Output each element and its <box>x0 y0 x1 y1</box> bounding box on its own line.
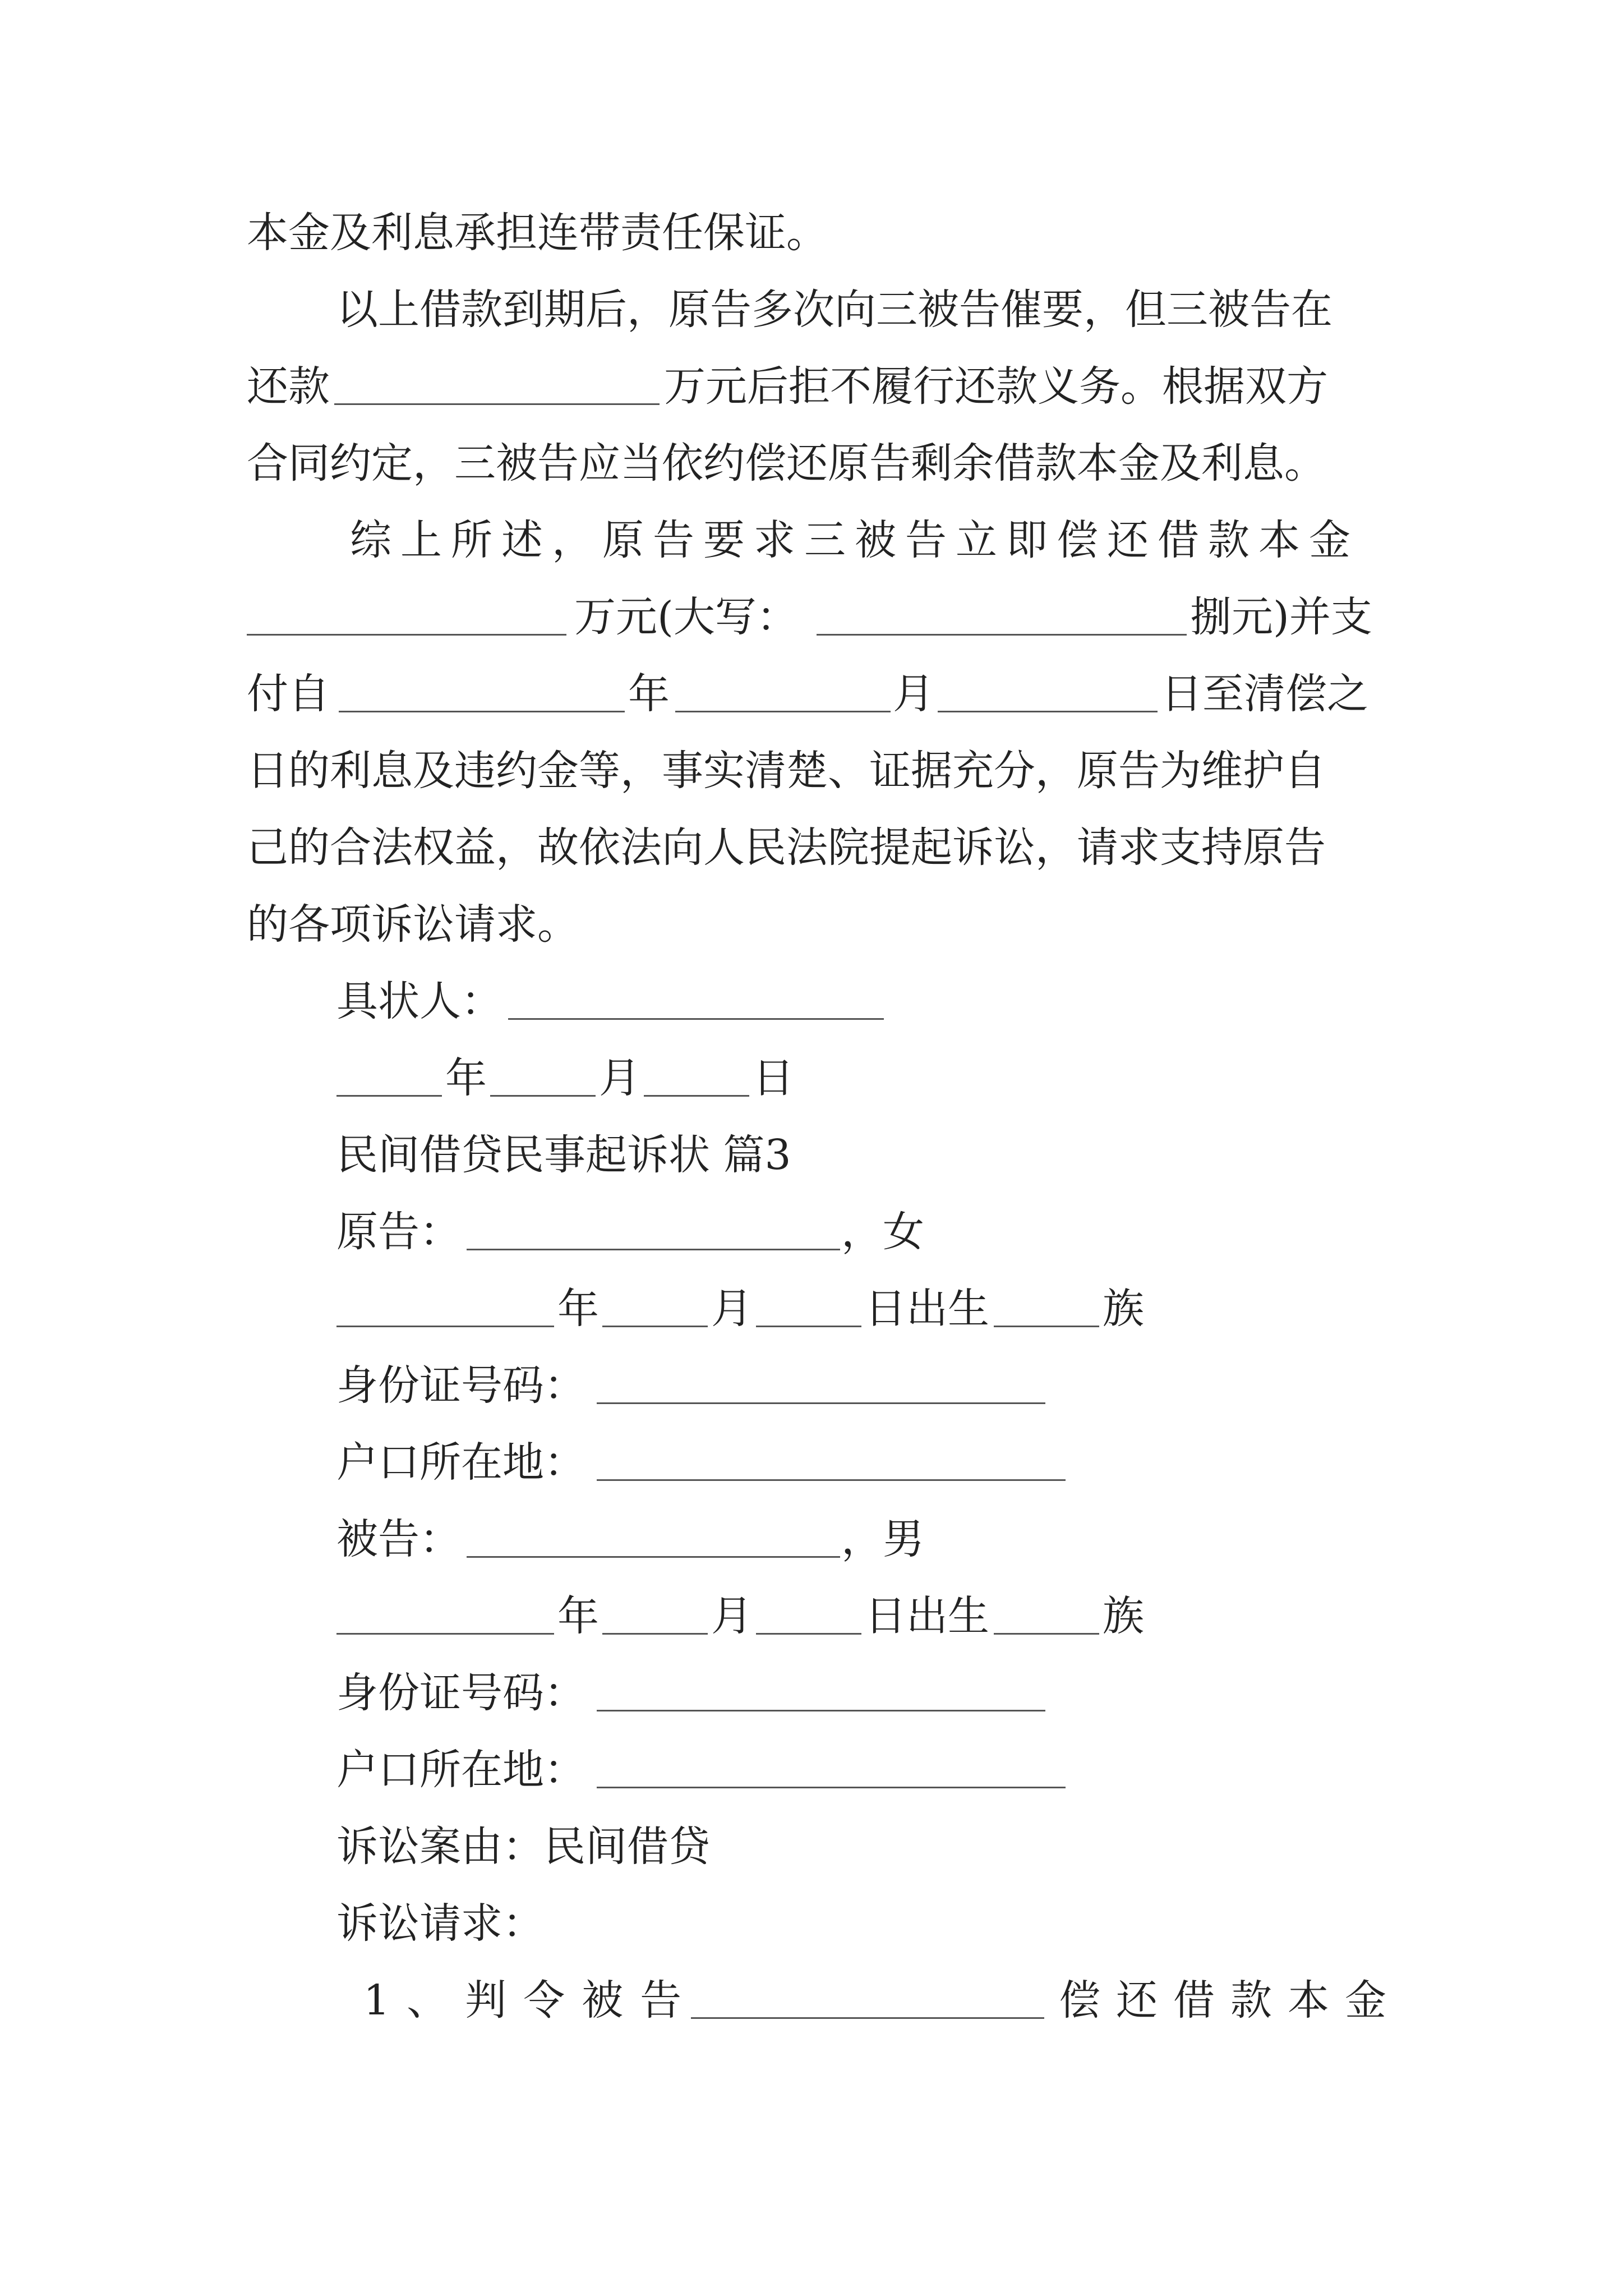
birth-day-blank[interactable] <box>756 1573 861 1635</box>
text-segment: 日出生 <box>865 1285 989 1333</box>
paragraph-text: 的各项诉讼请求。 <box>247 900 579 949</box>
paragraph-text: 合同约定，三被告应当依约偿还原告剩余借款本金及利息。 <box>247 439 1326 487</box>
paragraph-text: 以上借款到期后，原告多次向三被告催要，但三被告在 <box>336 286 1332 334</box>
text-segment: 万元后拒不履行还款义务。根据双方 <box>664 362 1328 411</box>
plaintiff-name-blank[interactable] <box>467 1189 840 1250</box>
text-segment: 万元(大写： <box>574 593 798 641</box>
text-line <box>0 1278 1623 1340</box>
text-line <box>0 1432 1623 1493</box>
text-segment: ，男 <box>841 1515 924 1563</box>
text-segment: 日出生 <box>865 1592 989 1640</box>
household-address-blank[interactable] <box>597 1419 1066 1481</box>
text-segment: 户口所在地： <box>336 1438 585 1487</box>
paragraph-text: 综上所述，原告要求三被告立即偿还借款本金 <box>350 516 1359 564</box>
paragraph-text: 诉讼案由：民间借贷 <box>336 1823 710 1871</box>
text-segment: 族 <box>1103 1285 1144 1333</box>
text-line <box>0 1355 1623 1416</box>
year-blank[interactable] <box>336 1035 442 1097</box>
text-line <box>0 1201 1623 1263</box>
section-heading <box>0 1124 1623 1186</box>
text-line <box>0 1047 1623 1109</box>
text-line <box>0 1739 1623 1801</box>
text-segment: 付自 <box>247 670 330 718</box>
amount-blank[interactable] <box>247 574 566 636</box>
heading-text: 民间借贷民事起诉状 篇3 <box>336 1131 791 1179</box>
text-segment: 日至清偿之 <box>1161 670 1368 718</box>
text-segment: 原告： <box>336 1208 461 1256</box>
text-line <box>0 1970 1623 2031</box>
text-segment: 族 <box>1103 1592 1144 1640</box>
text-segment: 年 <box>445 1054 487 1102</box>
text-segment: 偿还借款本金 <box>1059 1976 1402 2024</box>
text-segment: ，女 <box>841 1208 924 1256</box>
text-line <box>0 356 1623 417</box>
text-line <box>0 586 1623 648</box>
text-segment: 捌元)并支 <box>1190 593 1372 641</box>
birth-year-blank[interactable] <box>336 1573 554 1635</box>
month-blank[interactable] <box>490 1035 596 1097</box>
birth-month-blank[interactable] <box>602 1573 708 1635</box>
birth-year-blank[interactable] <box>336 1266 554 1327</box>
text-line <box>0 1893 1623 1954</box>
text-segment: 月 <box>711 1592 753 1640</box>
id-number-blank[interactable] <box>597 1650 1045 1711</box>
birth-day-blank[interactable] <box>756 1266 861 1327</box>
text-segment: 户口所在地： <box>336 1746 585 1794</box>
text-line <box>0 1585 1623 1647</box>
text-line <box>0 1816 1623 1878</box>
text-line <box>0 509 1623 571</box>
household-address-blank[interactable] <box>597 1727 1066 1788</box>
defendant-blank[interactable] <box>691 1957 1044 2019</box>
text-line <box>0 970 1623 1032</box>
text-segment: 年 <box>557 1285 599 1333</box>
year-blank[interactable] <box>339 651 625 712</box>
text-segment: 身份证号码： <box>336 1361 585 1410</box>
text-segment: 月 <box>599 1054 640 1102</box>
text-segment: 身份证号码： <box>336 1669 585 1717</box>
text-segment: 具状人： <box>336 977 502 1025</box>
text-line <box>0 202 1623 264</box>
text-line <box>0 817 1623 878</box>
text-segment: 年 <box>557 1592 599 1640</box>
text-line <box>0 894 1623 955</box>
text-line <box>0 1662 1623 1724</box>
text-line <box>0 1508 1623 1570</box>
text-line <box>0 663 1623 725</box>
defendant-name-blank[interactable] <box>467 1496 840 1558</box>
ethnicity-blank[interactable] <box>994 1573 1099 1635</box>
id-number-blank[interactable] <box>597 1342 1045 1404</box>
birth-month-blank[interactable] <box>602 1266 708 1327</box>
text-segment: 还款 <box>247 362 330 411</box>
text-segment: 被告： <box>336 1515 461 1563</box>
plaintiff-signature-blank[interactable] <box>508 958 884 1020</box>
text-segment: 1、判令被告 <box>363 1976 699 2024</box>
text-line <box>0 740 1623 802</box>
text-line <box>0 432 1623 494</box>
paragraph-text: 日的利息及违约金等，事实清楚、证据充分，原告为维护自 <box>247 747 1326 795</box>
text-line <box>0 279 1623 341</box>
amount-in-words-blank[interactable] <box>817 574 1187 636</box>
amount-blank[interactable] <box>334 343 660 405</box>
text-segment: 日 <box>753 1054 794 1102</box>
day-blank[interactable] <box>938 651 1158 712</box>
paragraph-text: 己的合法权益，故依法向人民法院提起诉讼，请求支持原告 <box>247 823 1326 872</box>
text-segment: 月 <box>893 670 934 718</box>
text-segment: 月 <box>711 1285 753 1333</box>
paragraph-text: 本金及利息承担连带责任保证。 <box>247 209 828 257</box>
month-blank[interactable] <box>675 651 891 712</box>
ethnicity-blank[interactable] <box>994 1266 1099 1327</box>
text-segment: 年 <box>628 670 670 718</box>
day-blank[interactable] <box>644 1035 749 1097</box>
paragraph-text: 诉讼请求： <box>336 1899 544 1948</box>
